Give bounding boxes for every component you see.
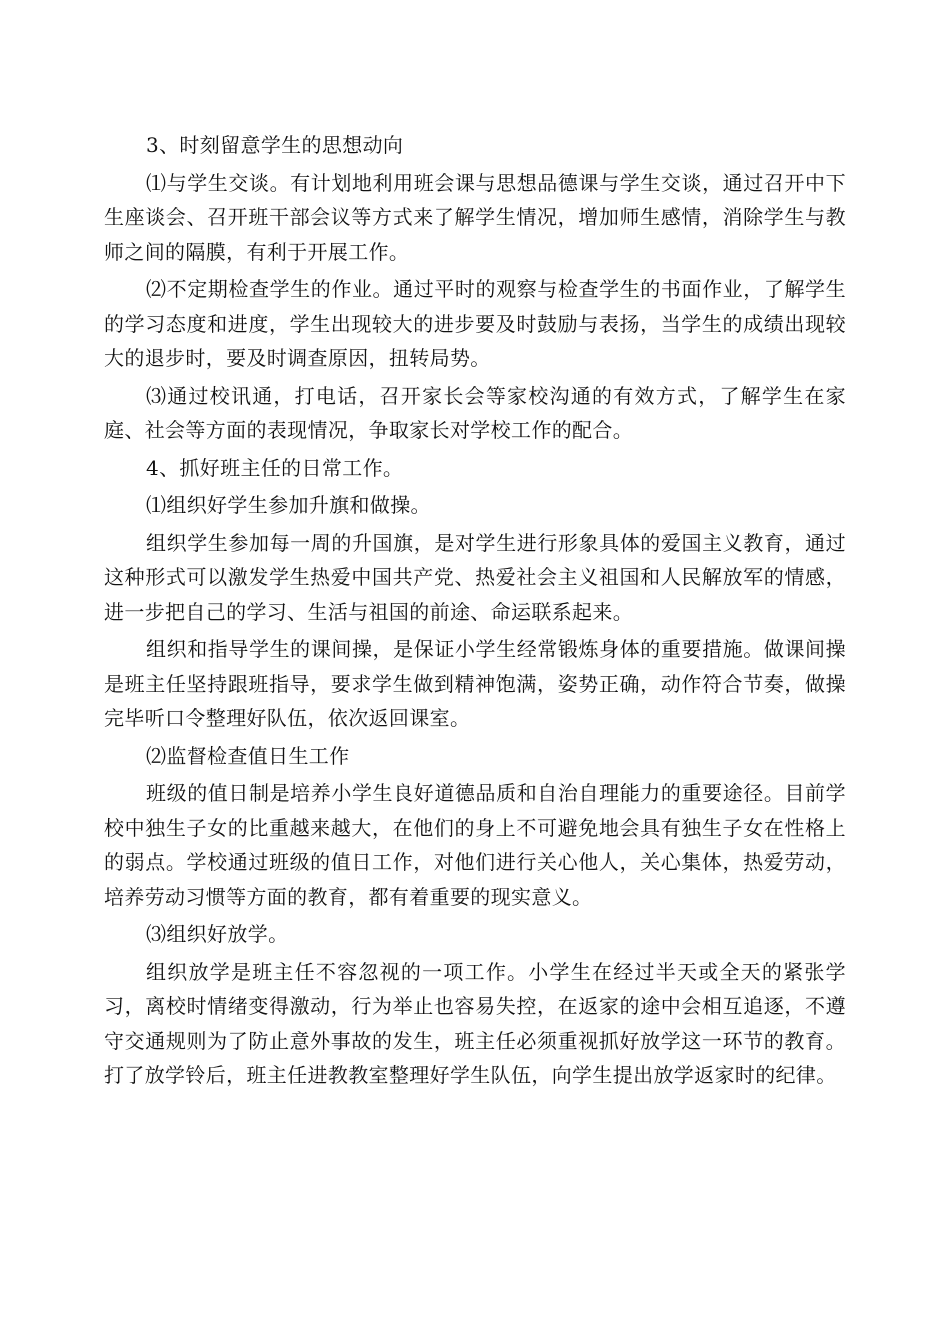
paragraph-duty-system: 班级的值日制是培养小学生良好道德品质和自治自理能力的重要途径。目前学校中独生子女的比重越来越大，在他们的身上不可避免地会具有独生子女在性格上的弱点。学校通过班级的值日工作，对他们进行关心他人，关心集体，热爱劳动，培养劳动习惯等方面的教育，都有着重要的现实意义。 [104,781,846,909]
paragraph-dismissal: 组织放学是班主任不容忽视的一项工作。小学生在经过半天或全天的紧张学习，离校时情绪变得激动，行为举止也容易失控，在返家的途中会相互追逐，不遵守交通规则为了防止意外事故的发生，班主任必须重视抓好放学这一环节的教育。打了放学铃后，班主任进教教室整理好学生队伍，向学生提出放学返家时的纪律。 [104,959,846,1087]
paragraph-home-school-communication: ⑶通过校讯通，打电话，召开家长会等家校沟通的有效方式，了解学生在家庭、社会等方面的表现情况，争取家长对学校工作的配合。 [104,383,846,442]
paragraph-talk-with-students: ⑴与学生交谈。有计划地利用班会课与思想品德课与学生交谈，通过召开中下生座谈会、召开班干部会议等方式来了解学生情况，增加师生感情，消除学生与教师之间的隔膜，有利于开展工作。 [104,170,846,264]
subheading-flag-and-exercise: ⑴组织好学生参加升旗和做操。 [146,493,431,517]
paragraph-break-exercise: 组织和指导学生的课间操，是保证小学生经常锻炼身体的重要措施。做课间操是班主任坚持跟班指导，要求学生做到精神饱满，姿势正确，动作符合节奏，做操完毕听口令整理好队伍，依次返回课室。 [104,637,846,730]
section-heading-3: 3、时刻留意学生的思想动向 [146,133,404,157]
section-heading-4: 4、抓好班主任的日常工作。 [146,455,404,480]
document-page [104,128,846,1096]
paragraph-check-homework: ⑵不定期检查学生的作业。通过平时的观察与检查学生的书面作业，了解学生的学习态度和进度，学生出现较大的进步要及时鼓励与表扬，当学生的成绩出现较大的退步时，要及时调查原因，扭转局势。 [104,277,846,370]
subheading-duty-students: ⑵监督检查值日生工作 [146,743,350,768]
subheading-dismissal: ⑶组织好放学。 [146,922,289,946]
paragraph-flag-raising: 组织学生参加每一周的升国旗，是对学生进行形象具体的爱国主义教育，通过这种形式可以激发学生热爱中国共产党、热爱社会主义祖国和人民解放军的情感，进一步把自己的学习、生活与祖国的前途、命运联系起来。 [104,530,846,624]
